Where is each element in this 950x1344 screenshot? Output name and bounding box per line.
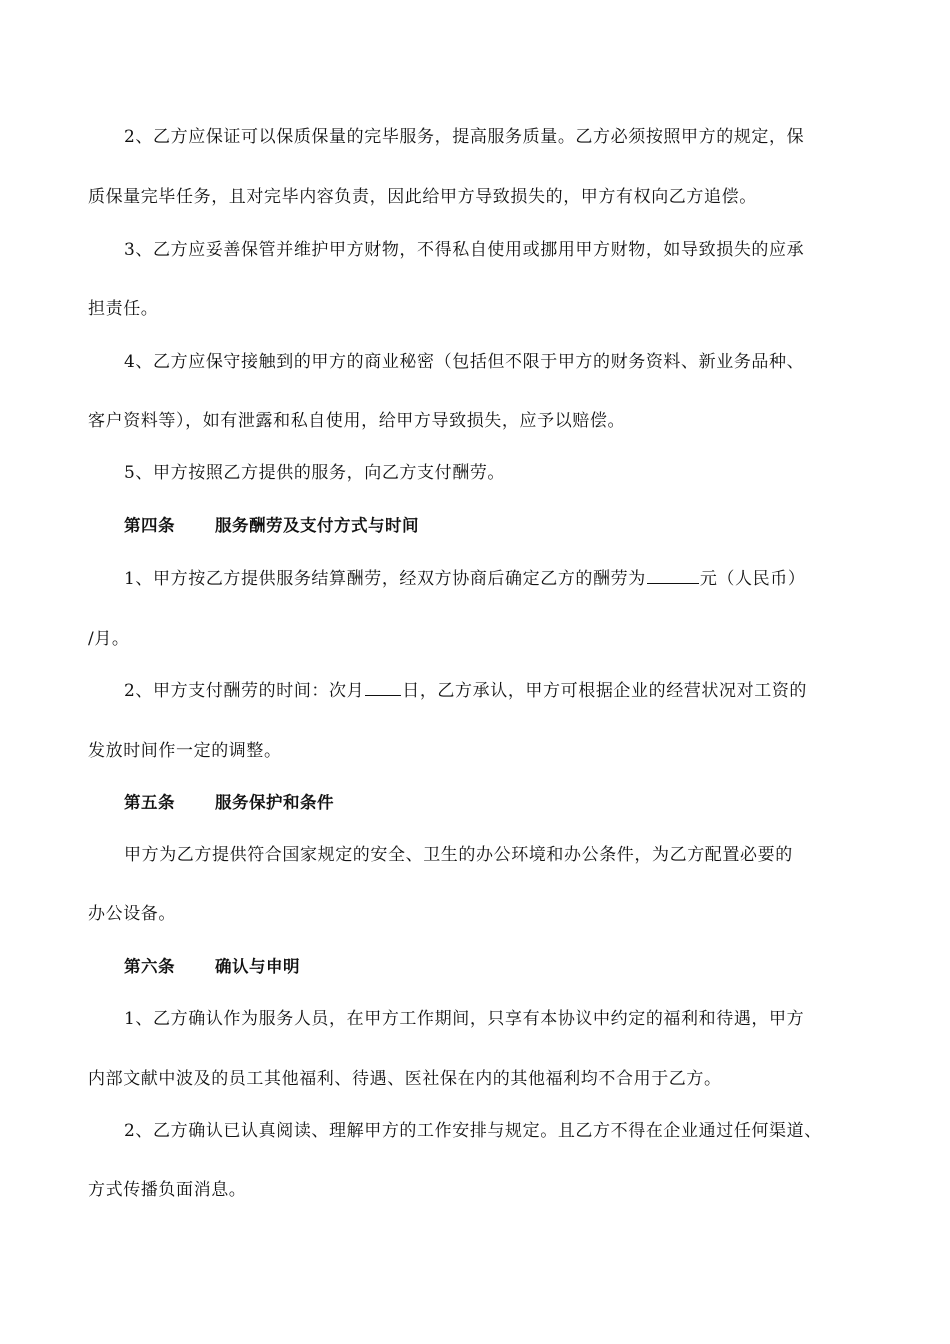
clause4-item2-line1	[124, 679, 914, 703]
clause5-number: 第五条	[124, 793, 175, 812]
clause4-item1-line1	[124, 567, 914, 591]
clause5-para-line1: 甲方为乙方提供符合国家规定的安全、卫生的办公环境和办公条件，为乙方配置必要的	[124, 845, 793, 865]
clause4-item2-text-after: 日，乙方承认，甲方可根据企业的经营状况对工资的	[402, 681, 808, 701]
clause4-item2-line2: 发放时间作一定的调整。	[88, 741, 282, 761]
clause3-item2-line1: 2、乙方应保证可以保质保量的完毕服务，提高服务质量。乙方必须按照甲方的规定，保	[124, 127, 805, 147]
fee-amount-blank[interactable]	[647, 567, 699, 584]
clause4-item2-text-before: 2、甲方支付酬劳的时间：次月	[124, 681, 365, 701]
clause6-item1-line2: 内部文献中波及的员工其他福利、待遇、医社保在内的其他福利均不合用于乙方。	[88, 1069, 722, 1089]
clause6-number: 第六条	[124, 957, 175, 976]
clause4-item1-line2: /月。	[88, 629, 130, 649]
clause3-item3-line2: 担责任。	[88, 299, 159, 319]
clause5-para-line2: 办公设备。	[88, 904, 176, 924]
clause4-item1-text-after: 元（人民币）	[699, 569, 806, 589]
clause4-heading	[124, 514, 914, 538]
clause6-item2-line1: 2、乙方确认已认真阅读、理解甲方的工作安排与规定。且乙方不得在企业通过任何渠道、	[124, 1121, 822, 1141]
clause6-title: 确认与申明	[215, 957, 300, 976]
clause3-item3-line1: 3、乙方应妥善保管并维护甲方财物，不得私自使用或挪用甲方财物，如导致损失的应承	[124, 240, 805, 260]
clause6-heading	[124, 955, 914, 979]
clause5-title: 服务保护和条件	[215, 793, 334, 812]
clause6-item1-line1: 1、乙方确认作为服务人员，在甲方工作期间，只享有本协议中约定的福利和待遇，甲方	[124, 1009, 805, 1029]
clause3-item2-line2: 质保量完毕任务，且对完毕内容负责，因此给甲方导致损失的，甲方有权向乙方追偿。	[88, 187, 757, 207]
clause6-item2-line2: 方式传播负面消息。	[88, 1180, 247, 1200]
clause5-heading	[124, 791, 914, 815]
clause3-item5-line1: 5、甲方按照乙方提供的服务，向乙方支付酬劳。	[124, 463, 506, 483]
clause3-item4-line1: 4、乙方应保守接触到的甲方的商业秘密（包括但不限于甲方的财务资料、新业务品种、	[124, 352, 805, 372]
clause3-item4-line2: 客户资料等），如有泄露和私自使用，给甲方导致损失，应予以赔偿。	[88, 411, 626, 431]
payment-day-blank[interactable]	[365, 679, 401, 696]
clause4-title: 服务酬劳及支付方式与时间	[215, 516, 419, 535]
clause4-item1-text-before: 1、甲方按乙方提供服务结算酬劳，经双方协商后确定乙方的酬劳为	[124, 569, 646, 589]
clause4-number: 第四条	[124, 516, 175, 535]
